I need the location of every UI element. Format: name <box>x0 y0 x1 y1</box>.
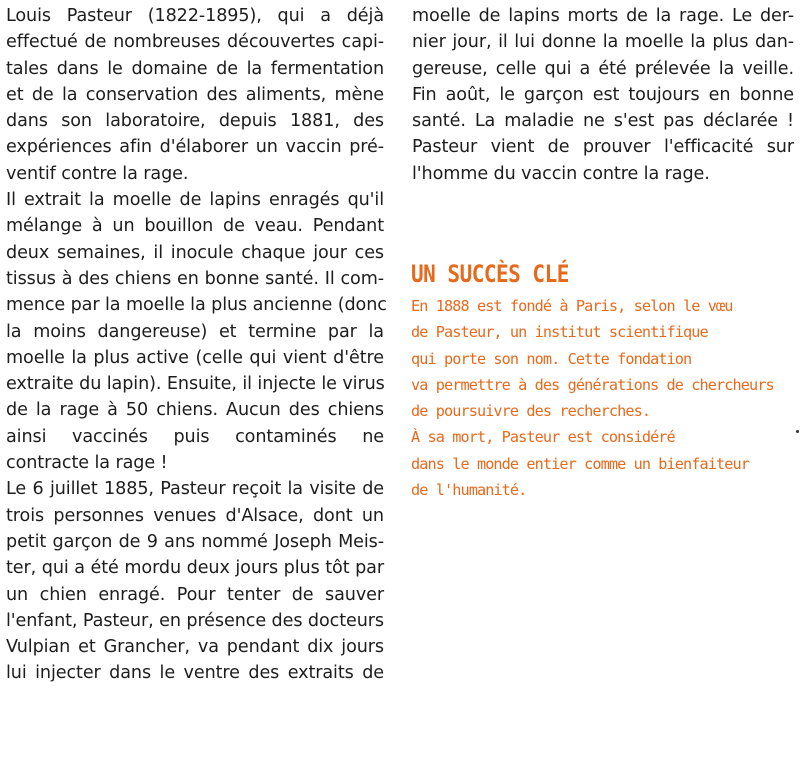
box-body <box>411 293 791 503</box>
body-line: contracte la rage ! <box>6 453 168 474</box>
body-line: la moins dangereuse) et termine par la <box>6 321 384 342</box>
box-line: de l'humanité. <box>411 481 527 500</box>
body-line: et de la conservation des aliments, mène <box>6 84 384 105</box>
box-title: UN SUCCÈS CLÉ <box>411 260 569 288</box>
box-line: qui porte son nom. Cette fondation <box>411 349 692 368</box>
body-line: extraite du lapin). Ensuite, il injecte le virus <box>6 374 385 395</box>
body-line: Louis Pasteur (1822-1895), qui a déjà <box>6 6 384 26</box>
box-line: À sa mort, Pasteur est considéré <box>411 428 675 447</box>
body-line: mence par la moelle la plus ancienne (donc <box>6 295 387 316</box>
box-line: de poursuivre des recherches. <box>411 402 651 421</box>
body-line: deux semaines, il inocule chaque jour ces <box>6 242 384 263</box>
body-line: nier jour, il lui donne la moelle la plus dan- <box>412 32 794 53</box>
body-line: tales dans le domaine de la fermentation <box>6 58 384 79</box>
body-line: Il extrait la moelle de lapins enragés qu'il <box>6 190 384 211</box>
body-line: de la rage à 50 chiens. Aucun des chiens <box>6 400 384 421</box>
body-line: petit garçon de 9 ans nommé Joseph Meis- <box>6 531 384 552</box>
body-line: trois personnes venues d'Alsace, dont un <box>6 505 384 526</box>
body-line: santé. La maladie ne s'est pas déclarée ! <box>412 111 794 132</box>
body-line: ventif contre la rage. <box>6 163 189 184</box>
body-line: mélange à un bouillon de veau. Pendant <box>6 216 384 237</box>
body-line: lui injecter dans le ventre des extraits de <box>6 663 384 684</box>
body-line: ainsi vaccinés puis contaminés ne <box>6 426 384 447</box>
body-line: tissus à des chiens en bonne santé. Il com- <box>6 268 384 289</box>
body-line: moelle la plus active (celle qui vient d'être <box>6 347 384 368</box>
body-line: un chien enragé. Pour tenter de sauver <box>6 584 384 605</box>
box-line: dans le monde entier comme un bienfaiteur <box>411 454 749 473</box>
body-line: Fin août, le garçon est toujours en bonne <box>412 84 794 105</box>
scan-speck <box>796 430 799 433</box>
body-line: l'enfant, Pasteur, en présence des docteurs <box>6 610 384 631</box>
body-line: gereuse, celle qui a été prélevée la veille. <box>412 58 794 79</box>
left-column <box>6 3 387 687</box>
box-line: va permettre à des générations de chercheurs <box>411 375 774 394</box>
body-line: effectué de nombreuses découvertes capi- <box>6 32 384 53</box>
right-column <box>412 3 794 187</box>
body-line: ter, qui a été mordu deux jours plus tôt par <box>6 558 384 579</box>
body-line: Le 6 juillet 1885, Pasteur reçoit la visite de <box>6 479 384 500</box>
box-line: En 1888 est fondé à Paris, selon le vœu <box>411 297 733 315</box>
body-line: Vulpian et Grancher, va pendant dix jours <box>6 637 384 658</box>
body-line: moelle de lapins morts de la rage. Le der- <box>412 6 794 26</box>
box-line: de Pasteur, un institut scientifique <box>411 323 708 342</box>
body-line: expériences afin d'élaborer un vaccin pré- <box>6 137 384 158</box>
body-line: Pasteur vient de prouver l'efficacité sur <box>412 137 794 158</box>
body-line: dans son laboratoire, depuis 1881, des <box>6 111 384 132</box>
body-line: l'homme du vaccin contre la rage. <box>412 163 710 184</box>
